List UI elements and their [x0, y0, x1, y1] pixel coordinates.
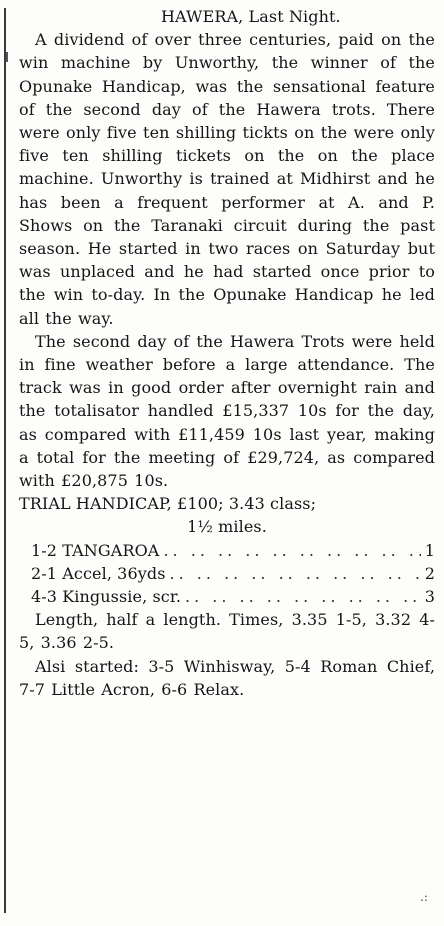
result-position: 1: [424, 540, 435, 560]
leader-dots: [159, 539, 421, 562]
result-entry: 1-2 TANGAROA: [31, 540, 160, 560]
race-distance: 1½ miles.: [187, 517, 267, 537]
column-rule-mark: [6, 52, 8, 62]
column-rule: [4, 8, 6, 913]
news-article: [19, 5, 435, 701]
paragraph-trots-meeting: The second day of the Hawera Trots were held in fine weather before a large attendance. The track was in good order after overnight rain and the totalisator handled £15,337 10s for the day, as compared with £11,459 10s last year, making a total for the meeting of £29,724, as compared with £20,875 10s.: [19, 331, 435, 491]
paragraph-unworthy: A dividend of over three centuries, paid on the win machine by Unworthy, the winner of the Opunake Handicap, was the sensational feature of the second day of the Hawera trots. There were only five ten shilling tickts on the were only five ten shilling tickets on the on the place machine. Unworthy is trained at Midhirst and he has been a frequent performer at A. and P. Shows on the Taranaki circuit during the past season. He started in two races on Saturday but was unplaced and he had started once prior to the win to-day. In the Opunake Handicap he led all the way.: [19, 30, 435, 328]
leader-dots: [166, 562, 421, 585]
result-row: [31, 585, 435, 608]
result-row: [31, 539, 435, 562]
result-position: 3: [424, 587, 435, 607]
result-row: [31, 562, 435, 585]
race-results: [19, 539, 435, 609]
race-times: Length, half a length. Times, 3.35 1-5, 3.32 4-5, 3.36 2-5.: [19, 610, 435, 653]
result-position: 2: [424, 563, 435, 583]
race-also-started: Alsi started: 3-5 Winhisway, 5-4 Roman Chief, 7-7 Little Acron, 6-6 Relax.: [19, 656, 435, 699]
race-heading: TRIAL HANDICAP, £100; 3.43 class;: [19, 494, 317, 514]
result-entry: 4-3 Kingussie, scr.: [31, 587, 182, 607]
result-entry: 2-1 Accel, 36yds: [31, 563, 166, 583]
dateline: HAWERA, Last Night.: [161, 7, 341, 26]
column-end-mark: .:: [420, 890, 428, 904]
leader-dots: [181, 585, 421, 608]
